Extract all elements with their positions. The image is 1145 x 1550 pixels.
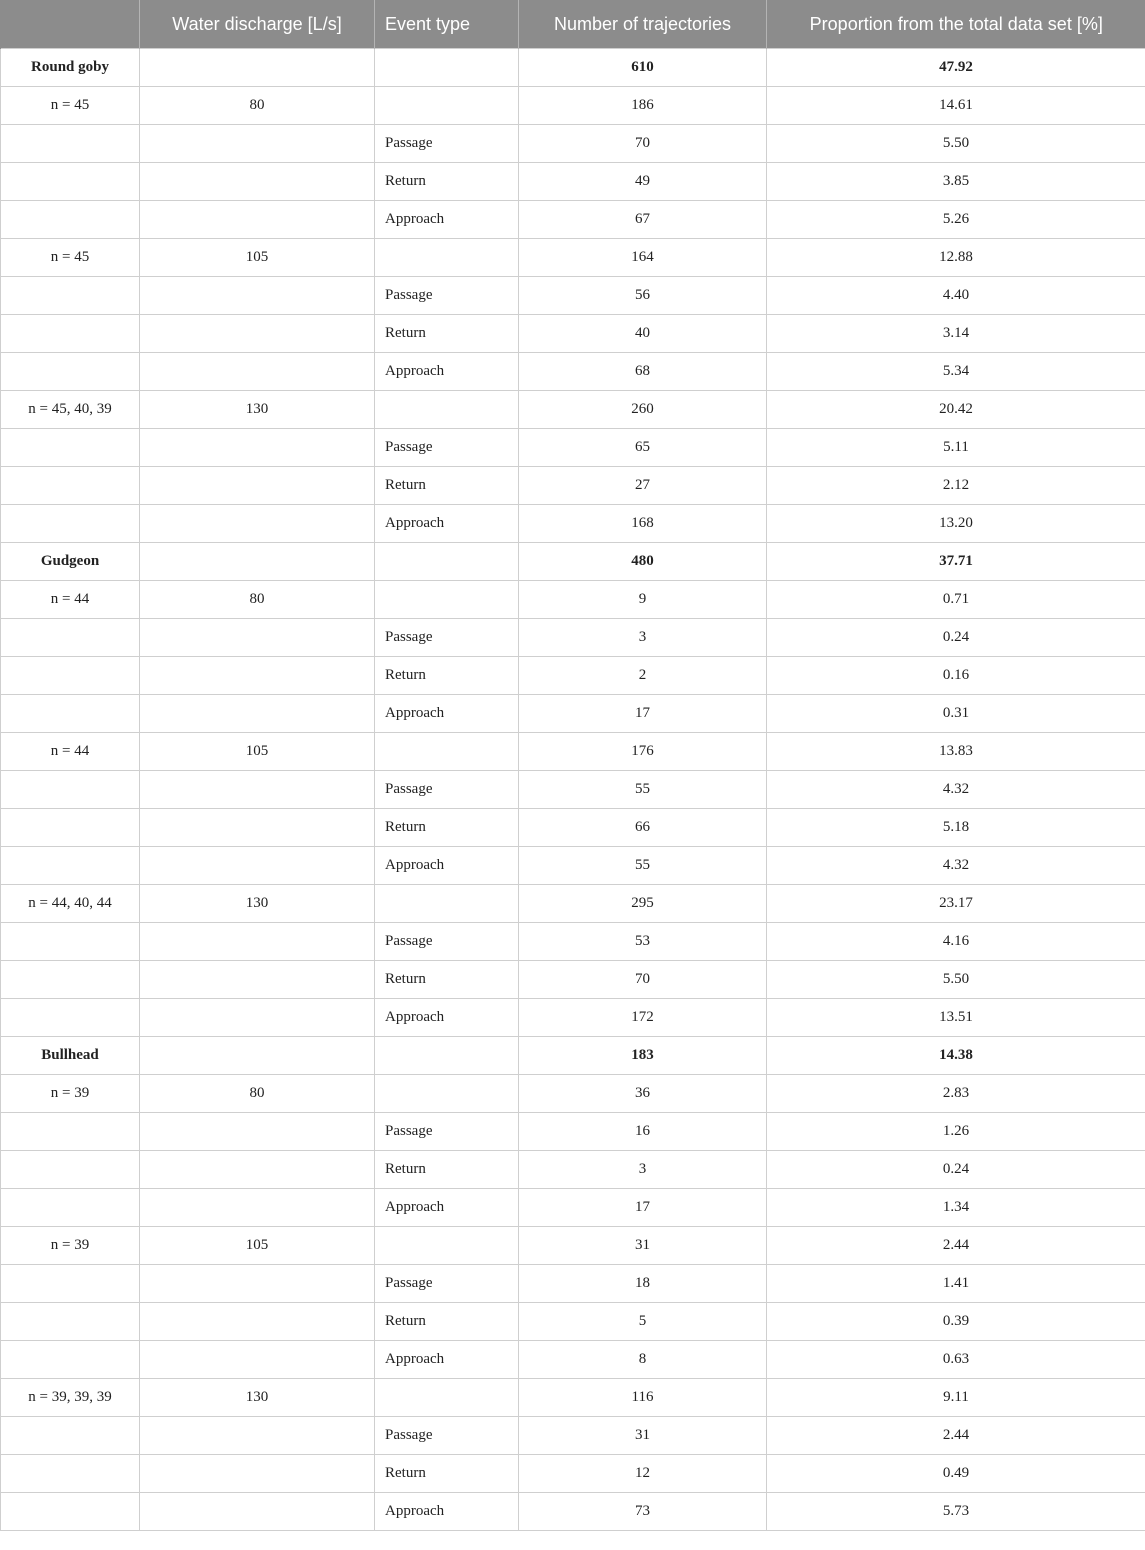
water-discharge-cell (140, 543, 375, 581)
table-row (1, 353, 1145, 391)
table-row (1, 847, 1145, 885)
proportion-cell: 0.31 (767, 695, 1145, 733)
proportion-cell: 4.32 (767, 847, 1145, 885)
trajectory-count-cell: 12 (519, 1455, 767, 1493)
table-body (1, 49, 1145, 1531)
proportion-cell: 5.73 (767, 1493, 1145, 1531)
table-row (1, 87, 1145, 125)
table-row (1, 505, 1145, 543)
table-row (1, 201, 1145, 239)
proportion-cell: 0.49 (767, 1455, 1145, 1493)
water-discharge-cell (140, 201, 375, 239)
trajectory-count-cell: 3 (519, 619, 767, 657)
row-label-cell: n = 44 (1, 733, 140, 771)
row-label-cell: n = 45, 40, 39 (1, 391, 140, 429)
table-row (1, 1493, 1145, 1531)
event-type-cell (375, 1379, 519, 1417)
water-discharge-cell (140, 1113, 375, 1151)
water-discharge-cell (140, 277, 375, 315)
trajectory-count-cell: 2 (519, 657, 767, 695)
table-row (1, 125, 1145, 163)
header-number-of-trajectories: Number of trajectories (519, 0, 767, 49)
water-discharge-cell: 105 (140, 733, 375, 771)
water-discharge-cell: 130 (140, 885, 375, 923)
water-discharge-cell (140, 315, 375, 353)
row-label-cell: n = 44 (1, 581, 140, 619)
event-type-cell: Approach (375, 505, 519, 543)
water-discharge-cell (140, 467, 375, 505)
table-row (1, 1113, 1145, 1151)
proportion-cell: 2.83 (767, 1075, 1145, 1113)
row-label-cell (1, 163, 140, 201)
event-type-cell: Passage (375, 277, 519, 315)
water-discharge-cell (140, 163, 375, 201)
event-type-cell: Return (375, 1455, 519, 1493)
row-label-cell (1, 1341, 140, 1379)
header-row (1, 0, 1145, 49)
row-label-cell (1, 657, 140, 695)
table-row (1, 315, 1145, 353)
row-label-cell: Gudgeon (1, 543, 140, 581)
trajectory-count-cell: 186 (519, 87, 767, 125)
row-label-cell (1, 923, 140, 961)
event-type-cell (375, 239, 519, 277)
water-discharge-cell (140, 1417, 375, 1455)
table-row (1, 885, 1145, 923)
trajectory-count-cell: 16 (519, 1113, 767, 1151)
water-discharge-cell (140, 49, 375, 87)
row-label-cell (1, 1189, 140, 1227)
row-label-cell: n = 45 (1, 87, 140, 125)
row-label-cell: Bullhead (1, 1037, 140, 1075)
water-discharge-cell (140, 429, 375, 467)
proportion-cell: 4.32 (767, 771, 1145, 809)
trajectory-count-cell: 70 (519, 961, 767, 999)
proportion-cell: 47.92 (767, 49, 1145, 87)
proportion-cell: 1.41 (767, 1265, 1145, 1303)
trajectory-count-cell: 168 (519, 505, 767, 543)
event-type-cell: Passage (375, 429, 519, 467)
row-label-cell (1, 1417, 140, 1455)
event-type-cell: Return (375, 1151, 519, 1189)
proportion-cell: 0.71 (767, 581, 1145, 619)
trajectory-count-cell: 164 (519, 239, 767, 277)
event-type-cell: Passage (375, 1417, 519, 1455)
trajectory-count-cell: 18 (519, 1265, 767, 1303)
trajectory-count-cell: 3 (519, 1151, 767, 1189)
table-row (1, 239, 1145, 277)
trajectory-count-cell: 66 (519, 809, 767, 847)
row-label-cell (1, 1493, 140, 1531)
trajectory-count-cell: 68 (519, 353, 767, 391)
water-discharge-cell (140, 771, 375, 809)
row-label-cell: n = 45 (1, 239, 140, 277)
event-type-cell (375, 1227, 519, 1265)
trajectory-count-cell: 40 (519, 315, 767, 353)
row-label-cell (1, 771, 140, 809)
species-group-row (1, 49, 1145, 87)
table-row (1, 1189, 1145, 1227)
header-event-type: Event type (375, 0, 519, 49)
trajectory-count-cell: 55 (519, 771, 767, 809)
proportion-cell: 13.51 (767, 999, 1145, 1037)
row-label-cell (1, 1303, 140, 1341)
water-discharge-cell (140, 1265, 375, 1303)
row-label-cell (1, 429, 140, 467)
event-type-cell: Approach (375, 1189, 519, 1227)
row-label-cell (1, 847, 140, 885)
table-row (1, 1303, 1145, 1341)
proportion-cell: 3.14 (767, 315, 1145, 353)
proportion-cell: 23.17 (767, 885, 1145, 923)
table-row (1, 1341, 1145, 1379)
water-discharge-cell (140, 1341, 375, 1379)
trajectory-count-cell: 17 (519, 1189, 767, 1227)
trajectory-count-cell: 610 (519, 49, 767, 87)
water-discharge-cell (140, 1151, 375, 1189)
table-row (1, 1265, 1145, 1303)
trajectory-count-cell: 55 (519, 847, 767, 885)
proportion-cell: 4.40 (767, 277, 1145, 315)
water-discharge-cell (140, 695, 375, 733)
proportion-cell: 20.42 (767, 391, 1145, 429)
water-discharge-cell (140, 809, 375, 847)
proportion-cell: 14.38 (767, 1037, 1145, 1075)
table-row (1, 467, 1145, 505)
event-type-cell (375, 87, 519, 125)
proportion-cell: 12.88 (767, 239, 1145, 277)
trajectory-count-cell: 172 (519, 999, 767, 1037)
trajectory-count-cell: 116 (519, 1379, 767, 1417)
row-label-cell: n = 39 (1, 1075, 140, 1113)
proportion-cell: 2.44 (767, 1417, 1145, 1455)
proportion-cell: 4.16 (767, 923, 1145, 961)
row-label-cell (1, 1113, 140, 1151)
proportion-cell: 3.85 (767, 163, 1145, 201)
water-discharge-cell: 80 (140, 87, 375, 125)
table-row (1, 619, 1145, 657)
header-species (1, 0, 140, 49)
event-type-cell (375, 1075, 519, 1113)
water-discharge-cell (140, 1037, 375, 1075)
table-row (1, 163, 1145, 201)
water-discharge-cell: 130 (140, 1379, 375, 1417)
trajectory-count-cell: 67 (519, 201, 767, 239)
table-row (1, 277, 1145, 315)
event-type-cell: Approach (375, 353, 519, 391)
water-discharge-cell (140, 1493, 375, 1531)
event-type-cell: Passage (375, 1265, 519, 1303)
row-label-cell (1, 353, 140, 391)
water-discharge-cell: 105 (140, 239, 375, 277)
row-label-cell (1, 1455, 140, 1493)
proportion-cell: 5.11 (767, 429, 1145, 467)
row-label-cell (1, 619, 140, 657)
proportion-cell: 9.11 (767, 1379, 1145, 1417)
event-type-cell (375, 581, 519, 619)
trajectory-count-cell: 70 (519, 125, 767, 163)
water-discharge-cell (140, 999, 375, 1037)
trajectory-count-cell: 53 (519, 923, 767, 961)
water-discharge-cell (140, 505, 375, 543)
table-row (1, 695, 1145, 733)
event-type-cell: Return (375, 1303, 519, 1341)
proportion-cell: 2.12 (767, 467, 1145, 505)
trajectory-count-cell: 56 (519, 277, 767, 315)
proportion-cell: 5.18 (767, 809, 1145, 847)
row-label-cell (1, 467, 140, 505)
row-label-cell (1, 961, 140, 999)
trajectory-count-cell: 17 (519, 695, 767, 733)
event-type-cell: Passage (375, 619, 519, 657)
water-discharge-cell (140, 1189, 375, 1227)
trajectory-count-cell: 295 (519, 885, 767, 923)
event-type-cell: Passage (375, 125, 519, 163)
trajectory-count-cell: 183 (519, 1037, 767, 1075)
trajectory-count-cell: 480 (519, 543, 767, 581)
trajectory-count-cell: 5 (519, 1303, 767, 1341)
water-discharge-cell (140, 923, 375, 961)
table-row (1, 1151, 1145, 1189)
proportion-cell: 1.26 (767, 1113, 1145, 1151)
proportion-cell: 14.61 (767, 87, 1145, 125)
row-label-cell (1, 277, 140, 315)
table-row (1, 771, 1145, 809)
proportion-cell: 0.16 (767, 657, 1145, 695)
row-label-cell: n = 39, 39, 39 (1, 1379, 140, 1417)
row-label-cell (1, 695, 140, 733)
proportion-cell: 5.50 (767, 961, 1145, 999)
header-proportion: Proportion from the total data set [%] (767, 0, 1145, 49)
water-discharge-cell (140, 1455, 375, 1493)
trajectory-count-cell: 49 (519, 163, 767, 201)
proportion-cell: 0.24 (767, 619, 1145, 657)
row-label-cell (1, 809, 140, 847)
event-type-cell: Return (375, 163, 519, 201)
event-type-cell: Return (375, 315, 519, 353)
event-type-cell: Passage (375, 771, 519, 809)
water-discharge-cell (140, 353, 375, 391)
trajectory-count-cell: 73 (519, 1493, 767, 1531)
row-label-cell (1, 1265, 140, 1303)
table-row (1, 809, 1145, 847)
water-discharge-cell: 80 (140, 1075, 375, 1113)
water-discharge-cell: 80 (140, 581, 375, 619)
water-discharge-cell: 105 (140, 1227, 375, 1265)
table-row (1, 1379, 1145, 1417)
water-discharge-cell (140, 1303, 375, 1341)
proportion-cell: 1.34 (767, 1189, 1145, 1227)
table-row (1, 1455, 1145, 1493)
header-water-discharge: Water discharge [L/s] (140, 0, 375, 49)
row-label-cell (1, 125, 140, 163)
trajectory-count-cell: 36 (519, 1075, 767, 1113)
proportion-cell: 0.63 (767, 1341, 1145, 1379)
trajectory-count-cell: 8 (519, 1341, 767, 1379)
table-row (1, 961, 1145, 999)
table-row (1, 581, 1145, 619)
table-header (1, 0, 1145, 49)
event-type-cell: Return (375, 961, 519, 999)
event-type-cell (375, 885, 519, 923)
proportion-cell: 37.71 (767, 543, 1145, 581)
row-label-cell (1, 315, 140, 353)
row-label-cell (1, 505, 140, 543)
proportion-cell: 13.20 (767, 505, 1145, 543)
event-type-cell (375, 49, 519, 87)
event-type-cell: Approach (375, 999, 519, 1037)
table-row (1, 657, 1145, 695)
event-type-cell (375, 1037, 519, 1075)
trajectory-count-cell: 260 (519, 391, 767, 429)
table-row (1, 429, 1145, 467)
row-label-cell: Round goby (1, 49, 140, 87)
row-label-cell (1, 201, 140, 239)
row-label-cell (1, 1151, 140, 1189)
table-row (1, 733, 1145, 771)
species-group-row (1, 1037, 1145, 1075)
event-type-cell: Approach (375, 1493, 519, 1531)
event-type-cell: Passage (375, 923, 519, 961)
proportion-cell: 2.44 (767, 1227, 1145, 1265)
table-row (1, 923, 1145, 961)
proportion-cell: 0.39 (767, 1303, 1145, 1341)
event-type-cell: Approach (375, 695, 519, 733)
event-type-cell (375, 733, 519, 771)
water-discharge-cell (140, 619, 375, 657)
event-type-cell: Approach (375, 1341, 519, 1379)
water-discharge-cell (140, 125, 375, 163)
event-type-cell: Approach (375, 847, 519, 885)
row-label-cell: n = 44, 40, 44 (1, 885, 140, 923)
proportion-cell: 5.50 (767, 125, 1145, 163)
proportion-cell: 13.83 (767, 733, 1145, 771)
table-row (1, 999, 1145, 1037)
event-type-cell (375, 391, 519, 429)
water-discharge-cell (140, 847, 375, 885)
event-type-cell: Return (375, 467, 519, 505)
event-type-cell: Return (375, 657, 519, 695)
table-row (1, 1227, 1145, 1265)
row-label-cell: n = 39 (1, 1227, 140, 1265)
event-type-cell (375, 543, 519, 581)
row-label-cell (1, 999, 140, 1037)
trajectory-count-cell: 31 (519, 1417, 767, 1455)
trajectory-count-cell: 27 (519, 467, 767, 505)
table-row (1, 1075, 1145, 1113)
water-discharge-cell (140, 657, 375, 695)
trajectory-count-cell: 9 (519, 581, 767, 619)
trajectory-count-cell: 31 (519, 1227, 767, 1265)
trajectory-count-cell: 176 (519, 733, 767, 771)
proportion-cell: 5.26 (767, 201, 1145, 239)
table-row (1, 391, 1145, 429)
event-type-cell: Approach (375, 201, 519, 239)
water-discharge-cell: 130 (140, 391, 375, 429)
species-group-row (1, 543, 1145, 581)
event-type-cell: Passage (375, 1113, 519, 1151)
proportion-cell: 5.34 (767, 353, 1145, 391)
event-type-cell: Return (375, 809, 519, 847)
water-discharge-cell (140, 961, 375, 999)
trajectory-count-cell: 65 (519, 429, 767, 467)
proportion-cell: 0.24 (767, 1151, 1145, 1189)
table-row (1, 1417, 1145, 1455)
